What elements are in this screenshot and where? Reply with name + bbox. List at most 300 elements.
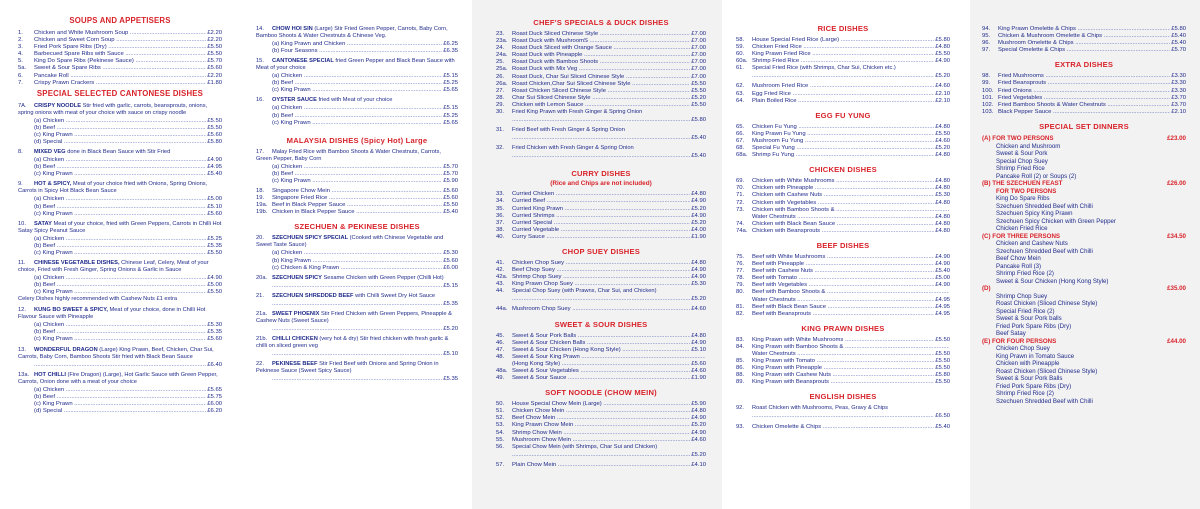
- option-price: £4.90: [207, 157, 222, 164]
- option-name: (c) King Prawn .....: [34, 250, 206, 257]
- menu-option: [18, 125, 222, 132]
- item-name: Chicken Chow Mein .....: [512, 408, 690, 415]
- item-price: £2.20: [207, 72, 222, 79]
- item-name: Roast Duck Sliced with Orange Sauce .....: [512, 45, 690, 52]
- section-title: CHEF'S SPECIALS & DUCK DISHES: [533, 18, 669, 27]
- menu-item: [982, 73, 1186, 80]
- item-name: Chicken with Vegetables .....: [752, 200, 934, 207]
- item-name: Water Chestnuts .....: [752, 297, 934, 304]
- set-item: Shrimp Fried Rice: [996, 165, 1045, 173]
- menu-item: [18, 51, 222, 58]
- menu-item-continued: [736, 214, 950, 221]
- item-number: 98.: [982, 73, 991, 80]
- menu-option: [256, 250, 458, 257]
- item-description: with Chilli Sweet Dry Hot Sauce: [353, 292, 436, 299]
- item-price: £5.50: [207, 44, 222, 51]
- option-price: £5.50: [207, 289, 222, 296]
- item-number: 80.: [736, 289, 745, 296]
- item-number: 86.: [736, 365, 745, 372]
- item-number: 46.: [496, 339, 505, 346]
- item-number: 102.: [982, 101, 994, 108]
- item-price: £5.20: [935, 145, 950, 152]
- option-name: (d) Special .....: [34, 408, 206, 415]
- menu-item: [18, 30, 222, 37]
- menu-item-price-row: [256, 326, 458, 333]
- menu-option: [18, 408, 222, 415]
- item-number: 26.: [496, 73, 505, 80]
- item-name: King Prawn with Beansprouts .....: [752, 379, 934, 386]
- menu-option: [18, 243, 222, 250]
- option-name: (b) Beef .....: [34, 329, 206, 336]
- menu-item: [982, 26, 1186, 33]
- set-price: £34.50: [1167, 232, 1186, 240]
- item-name: Curried Beef .....: [512, 198, 690, 205]
- item-name: King Prawn with Tomato .....: [752, 358, 934, 365]
- item-price: £4.80: [935, 220, 950, 227]
- menu-option: [18, 282, 222, 289]
- option-name: (b) Beef .....: [34, 204, 206, 211]
- item-name: Chicken Omelette & Chips .....: [752, 424, 934, 431]
- menu-item: [496, 437, 706, 444]
- menu-item: [496, 340, 706, 347]
- menu-item: [496, 213, 706, 220]
- menu-item: [736, 344, 950, 351]
- item-number: 14.: [256, 26, 264, 32]
- menu-item: [736, 275, 950, 282]
- menu-item: [736, 207, 950, 214]
- item-number: 11.: [18, 259, 26, 266]
- item-name: House Special Fried Rice (Large) .....: [752, 37, 934, 44]
- menu-item: [736, 282, 950, 289]
- item-name: MIXED VEG: [34, 149, 66, 156]
- menu-option: [18, 164, 222, 171]
- option-price: £5.60: [207, 336, 222, 343]
- option-price: £6.35: [443, 48, 458, 55]
- item-number: 84.: [736, 343, 745, 350]
- item-number: 15.: [256, 58, 264, 65]
- item-price: £1.90: [691, 375, 706, 382]
- option-name: (b) Beef .....: [272, 113, 442, 120]
- item-price: £4.80: [691, 191, 706, 198]
- option-price: £5.60: [207, 131, 222, 138]
- option-price: £6.20: [207, 407, 222, 414]
- menu-option: [18, 211, 222, 218]
- item-name: Black Pepper Sauce .....: [998, 109, 1170, 116]
- menu-item: [982, 80, 1186, 87]
- option-name: (b) Beef .....: [34, 164, 206, 171]
- item-number: 76.: [736, 261, 745, 268]
- item-name: King Prawn with White Mushrooms .....: [752, 337, 934, 344]
- menu-item: [496, 260, 706, 267]
- option-name: (c) King Prawn .....: [34, 289, 206, 296]
- menu-option: [18, 322, 222, 329]
- menu-item-description: [256, 97, 458, 104]
- menu-option: [18, 139, 222, 146]
- set-price: £44.00: [1167, 337, 1186, 345]
- menu-item: [496, 333, 706, 340]
- item-price: £5.35: [443, 376, 458, 383]
- item-price: £5.50: [935, 51, 950, 58]
- item-number: 82.: [736, 310, 745, 317]
- item-number: 5a.: [18, 65, 27, 72]
- option-price: £6.25: [443, 41, 458, 47]
- menu-item: [736, 152, 950, 159]
- menu-option: [18, 171, 222, 178]
- price-leader: [752, 73, 934, 80]
- menu-item: [496, 347, 706, 354]
- item-price: £4.90: [935, 253, 950, 260]
- set-price: £26.00: [1167, 180, 1186, 188]
- item-number: 79.: [736, 282, 745, 289]
- menu-item: [496, 59, 706, 66]
- item-number: 52.: [496, 415, 505, 422]
- item-price: £4.60: [691, 436, 706, 443]
- item-price: £4.90: [691, 274, 706, 281]
- item-description: Meat of your choice fried with Onions, Spring Onions, Carrots in Spicy Hot Black Bean Sauce: [18, 181, 208, 195]
- menu-option: [18, 336, 222, 343]
- item-name: Fried Vegetables .....: [998, 95, 1170, 102]
- option-name: (a) Chicken .....: [34, 157, 206, 164]
- menu-option: [256, 258, 458, 265]
- menu-item-price-row: [256, 351, 458, 358]
- item-number: 10.: [18, 220, 26, 227]
- item-name: Chicken Fried Rice .....: [752, 44, 934, 51]
- option-name: (c) King Prawn .....: [34, 211, 206, 218]
- section-title: EGG FU YUNG: [815, 110, 871, 120]
- item-price: £7.00: [691, 45, 706, 52]
- option-name: (b) Beef .....: [272, 80, 442, 87]
- price-leader: [272, 326, 442, 333]
- menu-item: [496, 368, 706, 375]
- price-leader: [272, 351, 442, 358]
- menu-item: [736, 358, 950, 365]
- item-number: 36.: [496, 212, 505, 219]
- item-description: fried Green Pepper and Black Bean Sauce with Meat of your choice: [256, 58, 455, 72]
- menu-option: [18, 204, 222, 211]
- set-item: Shrimp Fried Rice (2): [996, 390, 1054, 398]
- set-dinner-heading: [982, 135, 1186, 143]
- menu-item: [18, 44, 222, 51]
- item-name: Char Sui Sliced Chinese Style .....: [512, 95, 690, 102]
- menu-option: [256, 105, 458, 112]
- item-number: 50.: [496, 401, 505, 408]
- item-price: £7.00: [691, 66, 706, 73]
- item-description: Malay Fried Rice with Bamboo Shoots & Water Chestnuts, Carrots, Green Pepper, Baby Corn: [256, 148, 441, 162]
- item-name: Shrimp Fried Rice .....: [752, 58, 934, 65]
- item-number: 60a.: [736, 58, 748, 65]
- item-number: 42a.: [496, 274, 508, 281]
- menu-item: [982, 95, 1186, 102]
- set-label: (A) FOR TWO PERSONS: [982, 134, 1054, 142]
- item-name: Chicken & Mushroom Omelette & Chips .....: [998, 33, 1170, 40]
- menu-item: [736, 228, 950, 235]
- set-dinner-heading: [982, 233, 1186, 241]
- menu-item-price-row: [256, 301, 458, 308]
- item-name: Barbecued Spare Ribs with Sauce .....: [34, 51, 206, 58]
- item-name: WONDERFUL DRAGON: [34, 346, 98, 353]
- item-number: 45.: [496, 332, 505, 339]
- menu-item: [496, 281, 706, 288]
- item-number: 74a.: [736, 227, 748, 234]
- item-price: £4.80: [935, 213, 950, 220]
- item-number: 9.: [18, 181, 23, 188]
- item-price: £5.50: [935, 351, 950, 357]
- menu-option: [18, 196, 222, 203]
- item-price: £4.90: [691, 429, 706, 436]
- menu-item-description: [496, 288, 706, 295]
- item-number: 48a.: [496, 368, 508, 374]
- spacer: [18, 415, 222, 418]
- item-name: Chicken in Black Pepper Sauce .....: [272, 209, 442, 216]
- item-name: Special Fu Yung .....: [752, 145, 934, 152]
- option-name: (b) Beef .....: [34, 125, 206, 132]
- option-name: (c) King Prawn .....: [272, 120, 442, 127]
- item-name: Roast Duck with Bamboo Shoots .....: [512, 59, 690, 66]
- item-price: £7.00: [691, 73, 706, 80]
- section-title: CHICKEN DISHES: [809, 165, 877, 175]
- item-number: 72.: [736, 199, 745, 206]
- menu-note: Celery Dishes highly recommended with Cashew Nuts £1 extra: [18, 296, 178, 303]
- item-number: 19a.: [256, 202, 268, 209]
- item-price: £5.40: [691, 153, 706, 160]
- option-name: (c) King Prawn .....: [34, 336, 206, 343]
- item-number: 22.: [256, 361, 264, 368]
- set-item: Beef Chow Mein: [996, 255, 1041, 263]
- item-number: 40.: [496, 233, 505, 240]
- item-number: 73.: [736, 206, 745, 213]
- option-price: £5.70: [443, 170, 458, 177]
- section-title: SPECIAL SELECTED CANTONESE DISHES: [36, 88, 204, 98]
- set-item: Roast Chicken (Sliced Chinese Style): [996, 367, 1098, 375]
- set-label: (D): [982, 285, 991, 293]
- menu-option: [18, 118, 222, 125]
- menu-item-description: [18, 307, 222, 321]
- menu-item: [496, 234, 706, 241]
- option-name: (b) King Prawn .....: [272, 258, 442, 265]
- section-title: EXTRA DISHES: [1054, 60, 1114, 70]
- item-number: 3.: [18, 44, 23, 51]
- option-name: (a) Chicken .....: [272, 164, 442, 171]
- item-name: Beef in Black Pepper Sauce .....: [272, 202, 442, 209]
- option-price: £5.00: [207, 282, 222, 289]
- item-price: £5.50: [935, 379, 950, 386]
- item-name: Chicken with Pineapple .....: [752, 185, 934, 192]
- item-name: Roast Duck Sliced Chinese Style .....: [512, 31, 690, 38]
- menu-item: [736, 337, 950, 344]
- item-name: SATAY: [34, 220, 52, 227]
- option-name: (a) Chicken .....: [272, 73, 442, 80]
- option-price: £6.00: [443, 264, 458, 271]
- item-price: £3.30: [1171, 80, 1186, 87]
- option-price: £5.25: [207, 235, 222, 242]
- item-number: 63.: [736, 90, 745, 97]
- section-title: SZECHUEN & PEKINESE DISHES: [294, 222, 420, 232]
- item-name: Fried Mushrooms .....: [998, 73, 1170, 80]
- item-price: £4.90: [935, 261, 950, 268]
- set-item: Chicken Fried Rice: [996, 225, 1048, 233]
- menu-item: [496, 31, 706, 38]
- menu-item-description: [256, 235, 458, 249]
- menu-item: [736, 261, 950, 268]
- item-number: 26a.: [496, 80, 508, 87]
- set-item: Sweet & Sour Pork balls: [996, 315, 1062, 323]
- menu-option: [18, 394, 222, 401]
- menu-item-price-row: [496, 452, 706, 459]
- item-price: £5.50: [207, 51, 222, 58]
- item-price: £1.80: [207, 79, 222, 86]
- set-item: Sweet & Sour Pork: [996, 150, 1048, 158]
- menu-item: [18, 80, 222, 87]
- menu-item-price-row: [256, 283, 458, 290]
- item-number: 37.: [496, 219, 505, 226]
- item-number: 27.: [496, 87, 505, 94]
- option-name: (c) King Prawn .....: [34, 132, 206, 139]
- item-name: Sweet & Sour Chicken (Hong Kong Style) .....: [512, 347, 690, 354]
- option-price: £5.50: [207, 117, 222, 124]
- set-item: Special Chop Suey: [996, 157, 1048, 165]
- menu-option: [256, 164, 458, 171]
- item-price: £5.20: [691, 205, 706, 212]
- price-leader: [512, 296, 690, 303]
- item-price: £5.70: [1171, 47, 1186, 54]
- option-price: £5.75: [207, 393, 222, 400]
- menu-column-4: [722, 0, 970, 509]
- item-name: Egg Fried Rice .....: [752, 91, 934, 98]
- menu-item: [496, 74, 706, 81]
- item-price: £5.70: [207, 58, 222, 65]
- item-name: Fried Beansprouts .....: [998, 80, 1170, 87]
- menu-item-description: [256, 336, 458, 350]
- spacer: [256, 127, 458, 130]
- set-item: Chicken Chop Suey: [996, 345, 1050, 353]
- item-description: Stir fried with garlic, carrots, beansprouts, onions, spring onions with meat of your choice with sauce on crispy noodle: [18, 102, 208, 116]
- item-number: 88.: [736, 372, 745, 379]
- item-number: 75.: [736, 253, 745, 260]
- item-number: 19b.: [256, 209, 268, 216]
- item-number: 41.: [496, 259, 505, 266]
- menu-item: [982, 40, 1186, 47]
- item-price: £5.60: [443, 188, 458, 195]
- menu-item: [496, 66, 706, 73]
- item-price: £2.10: [1171, 108, 1186, 115]
- item-price: £5.80: [935, 37, 950, 43]
- set-item: Szechuen Spicy Chicken with Green Pepper: [996, 217, 1116, 225]
- item-description: Special Chow Mein (with Shrimps, Char Sui and Chicken): [512, 443, 658, 450]
- item-name: Mushroom Fried Rice .....: [752, 83, 934, 90]
- item-number: 55.: [496, 436, 505, 443]
- item-name: HOT CHILLI: [34, 371, 66, 378]
- item-number: 97.: [982, 47, 991, 54]
- menu-item: [736, 138, 950, 145]
- menu-item-continued: [736, 297, 950, 304]
- item-price: £5.20: [691, 451, 706, 458]
- set-price: £23.00: [1167, 134, 1186, 142]
- menu-item: [496, 375, 706, 382]
- set-label: (E) FOR FOUR PERSONS: [982, 337, 1057, 345]
- item-name: Curry Sauce .....: [512, 234, 690, 241]
- menu-option: [256, 48, 458, 55]
- option-price: £5.10: [207, 203, 222, 210]
- item-description: done in Black Bean Sauce with Stir Fried: [65, 149, 171, 156]
- item-description: Sesame Chicken with Green Pepper (Chilli Hot): [321, 274, 444, 281]
- section-title: CURRY DISHES: [571, 169, 631, 179]
- menu-option: [18, 289, 222, 296]
- item-name: King Prawn with Bamboo Shoots & .....: [752, 344, 949, 351]
- menu-option: [18, 157, 222, 164]
- menu-item-description: [256, 58, 458, 72]
- item-price: £7.00: [691, 52, 706, 59]
- menu-item: [982, 47, 1186, 54]
- item-price: £4.80: [935, 44, 950, 51]
- item-price: £5.50: [935, 130, 950, 137]
- item-price: £4.60: [691, 368, 706, 374]
- item-price: £6.50: [935, 413, 950, 420]
- option-price: £5.70: [443, 163, 458, 170]
- item-price: £5.15: [443, 282, 458, 289]
- menu-item: [736, 424, 950, 431]
- item-name: House Special Chow Mein (Large) .....: [512, 401, 690, 408]
- menu-item-price-row: [496, 296, 706, 303]
- item-name: Plain Boiled Rice .....: [752, 98, 934, 105]
- item-name: Chicken with Beansprouts .....: [752, 228, 934, 235]
- item-price: £5.50: [691, 80, 706, 87]
- menu-item: [736, 185, 950, 192]
- item-name: Fried Onions .....: [998, 88, 1170, 95]
- item-number: 65.: [736, 123, 745, 130]
- menu-item: [982, 109, 1186, 116]
- menu-item: [496, 206, 706, 213]
- menu-option: [256, 120, 458, 127]
- item-number: 92.: [736, 405, 744, 412]
- item-price: £5.20: [691, 219, 706, 226]
- item-name: Beef with Pineapple .....: [752, 261, 934, 268]
- item-price: £5.40: [1171, 40, 1186, 47]
- menu-item: [736, 268, 950, 275]
- item-number: 94.: [982, 26, 991, 32]
- option-name: (a) Chicken .....: [272, 105, 442, 112]
- set-item: Sweet & Sour Pork Balls: [996, 375, 1063, 383]
- menu-item: [736, 145, 950, 152]
- menu-item-description: [496, 444, 706, 451]
- menu-option: [256, 171, 458, 178]
- item-name: Chicken and Sweet Corn Soup .....: [34, 37, 206, 44]
- item-number: 103.: [982, 108, 994, 115]
- option-name: (c) King Prawn .....: [272, 178, 442, 185]
- item-number: 13.: [18, 346, 26, 353]
- price-leader: [34, 362, 206, 369]
- item-name: Curried Vegetable .....: [512, 227, 690, 234]
- item-number: 16.: [256, 97, 264, 104]
- item-number: 21.: [256, 292, 264, 299]
- item-price: £7.00: [691, 38, 706, 45]
- option-name: (c) King Prawn .....: [34, 171, 206, 178]
- item-number: 31.: [496, 127, 504, 134]
- option-price: £5.35: [207, 242, 222, 249]
- item-name: Chicken with Black Bean Sauce .....: [752, 221, 934, 228]
- menu-item: [18, 58, 222, 65]
- item-number: 30.: [496, 109, 504, 116]
- item-number: 20a.: [256, 274, 268, 281]
- item-number: 23.: [496, 31, 505, 37]
- item-name: Roast Chicken,Char Sui Sliced Chinese Style .....: [512, 81, 690, 88]
- option-price: £5.90: [443, 177, 458, 184]
- menu-option: [18, 387, 222, 394]
- menu-item: [496, 415, 706, 422]
- menu-item: [736, 44, 950, 51]
- option-name: (a) Chicken .....: [34, 236, 206, 243]
- menu-item-description: [496, 145, 706, 152]
- set-label: (B) THE SZECHUEN FEAST: [982, 180, 1063, 188]
